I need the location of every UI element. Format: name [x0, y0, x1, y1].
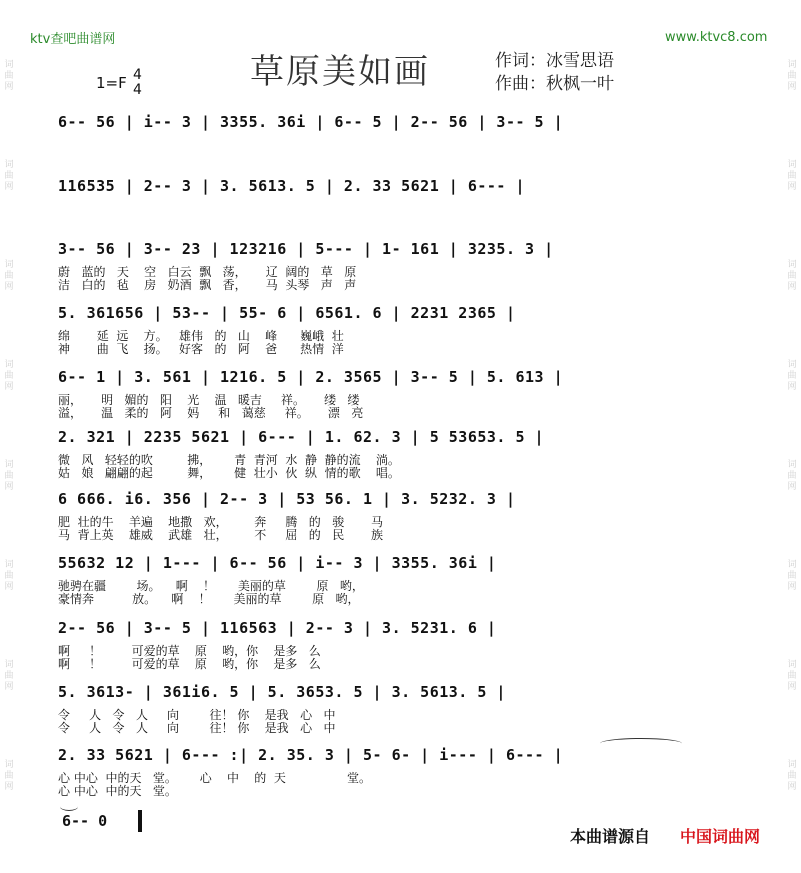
lyric-line-10b: 令 人 令 人 向 往！ 你 是我 心 中: [58, 721, 336, 735]
lyric-line-4b: 神 曲 飞 扬。 好客 的 阿 爸 热情 洋: [58, 342, 344, 356]
tie-curve: [600, 738, 682, 749]
lyric-line-3a: 蔚 蓝的 天 空 白云 飘 荡， 辽 阔的 草 原: [58, 265, 357, 279]
score-row-9: 2-- 56 | 3-- 5 | 116563 | 2-- 3 | 3. 5231. 6 |: [58, 619, 497, 637]
score-row-10: 5. 3613- | 361i6. 5 | 5. 3653. 5 | 3. 5613. 5 |: [58, 683, 506, 701]
lyric-line-10a: 令 人 令 人 向 往！ 你 是我 心 中: [58, 708, 336, 722]
lyric-line-9a: 啊 ！ 可爱的草 原 哟，你 是多 么: [58, 644, 321, 658]
score-row-6: 2. 321 | 2235 5621 | 6--- | 1. 62. 3 | 5 53653. 5 |: [58, 428, 545, 446]
lyric-line-7b: 马 背上英 雄威 武雄 壮， 不 屈 的 民 族: [58, 528, 383, 542]
lyric-line-9b: 啊 ！ 可爱的草 原 哟，你 是多 么: [58, 657, 321, 671]
lyric-line-11a: 心 中心 中的天 堂。 心 中 的 天 堂。: [58, 771, 371, 785]
watermark: 词曲网: [787, 160, 797, 192]
watermark: 词曲网: [4, 160, 14, 192]
score-row-1: 6-- 56 | i-- 3 | 3355. 36i | 6-- 5 | 2-- 56 | 3-- 5 |: [58, 113, 564, 131]
watermark: 词曲网: [787, 360, 797, 392]
lyric-line-11b: 心 中心 中的天 堂。: [58, 784, 177, 798]
watermark: 词曲网: [4, 560, 14, 592]
lyric-line-8a: 驰骋在疆 场。 啊 ！ 美丽的草 原 哟，: [58, 579, 364, 593]
time-signature-top: 4: [133, 67, 142, 83]
score-row-4: 5. 361656 | 53-- | 55- 6 | 6561. 6 | 2231 2365 |: [58, 304, 516, 322]
lyric-line-6a: 微 风 轻轻的吹 拂， 青 青河 水 静 静的流 淌。: [58, 453, 400, 467]
source-site: 中国词曲网: [680, 827, 761, 846]
watermark: 词曲网: [4, 760, 14, 792]
watermark: 词曲网: [4, 460, 14, 492]
final-measure: 6-- 0: [62, 812, 108, 830]
watermark: 词曲网: [4, 60, 14, 92]
watermark: 词曲网: [4, 360, 14, 392]
score-row-11: 2. 33 5621 | 6--- :| 2. 35. 3 | 5- 6- | i--- | 6--- |: [58, 746, 564, 764]
source-prefix: 本曲谱源自: [570, 827, 651, 846]
lyric-line-6b: 姑 娘 翩翩的起 舞， 健 壮小 伙 纵 情的歌 唱。: [58, 466, 400, 480]
score-row-8: 55632 12 | 1--- | 6-- 56 | i-- 3 | 3355. 36i |: [58, 554, 497, 572]
watermark: 词曲网: [4, 260, 14, 292]
site-url-right: www.ktvc8.com: [665, 30, 768, 45]
lyric-line-5a: 丽， 明 媚的 阳 光 温 暖吉 祥。 缕 缕: [58, 393, 360, 407]
score-row-5: 6-- 1 | 3. 561 | 1216. 5 | 2. 3565 | 3-- 5 | 5. 613 |: [58, 368, 564, 386]
site-name-left: ktv查吧曲谱网: [30, 32, 116, 47]
lyric-line-8b: 豪情奔 放。 啊 ！ 美丽的草 原 哟，: [58, 592, 360, 606]
lyric-line-7a: 肥 壮的牛 羊遍 地撒 欢， 奔 腾 的 骏 马: [58, 515, 383, 529]
watermark: 词曲网: [4, 660, 14, 692]
composer-credit: 作曲：秋枫一叶: [495, 74, 614, 94]
score-row-7: 6 666. i6. 356 | 2-- 3 | 53 56. 1 | 3. 5232. 3 |: [58, 490, 516, 508]
key-signature: 1=F: [96, 74, 127, 92]
lyric-line-4a: 绵 延 远 方。 雄伟 的 山 峰 巍峨 壮: [58, 329, 344, 343]
score-row-3: 3-- 56 | 3-- 23 | 123216 | 5--- | 1- 161 | 3235. 3 |: [58, 240, 554, 258]
score-row-2: 116535 | 2-- 3 | 3. 5613. 5 | 2. 33 5621 | 6--- |: [58, 177, 526, 195]
final-barline: [138, 810, 142, 832]
watermark: 词曲网: [787, 60, 797, 92]
watermark: 词曲网: [787, 660, 797, 692]
song-title: 草原美如画: [250, 52, 430, 92]
time-signature: [133, 68, 142, 98]
watermark: 词曲网: [787, 560, 797, 592]
watermark: 词曲网: [787, 260, 797, 292]
lyric-line-5b: 溢， 温 柔的 阿 妈 和 蔼慈 祥。 漂 亮: [58, 406, 364, 420]
lyricist-credit: 作词：冰雪思语: [495, 51, 614, 71]
lyric-line-3b: 洁 白的 毡 房 奶酒 飘 香， 马 头琴 声 声: [58, 278, 357, 292]
tie-curve: [60, 802, 78, 811]
time-signature-bottom: 4: [133, 82, 142, 98]
watermark: 词曲网: [787, 460, 797, 492]
watermark: 词曲网: [787, 760, 797, 792]
credits: [495, 50, 614, 96]
